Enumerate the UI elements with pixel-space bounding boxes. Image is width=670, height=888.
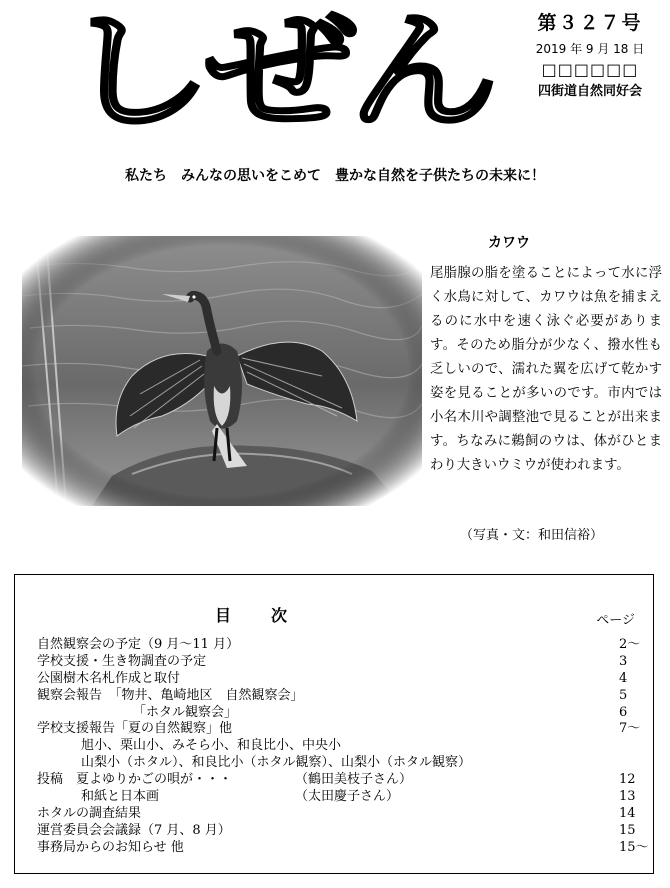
toc-item-page: 14 — [619, 805, 636, 821]
toc-list — [37, 637, 649, 857]
toc-item-page: 7〜 — [619, 721, 641, 737]
toc-item-page: 15〜 — [619, 839, 649, 855]
table-of-contents — [14, 574, 654, 874]
toc-item-page: 4 — [619, 670, 628, 686]
toc-item-page: 15 — [619, 822, 636, 838]
organization-name: 四街道自然同好会 — [537, 84, 642, 99]
toc-row — [37, 654, 639, 671]
toc-item-title: 運営委員会会議録（7 月、8 月） — [37, 822, 231, 838]
article-title: カワウ — [488, 235, 530, 251]
toc-item-title: 学校支援・生き物調査の予定 — [37, 653, 207, 669]
masthead-title-text: しぜん — [62, 6, 492, 131]
article-credit: （写真・文：和田信裕） — [460, 528, 604, 543]
masthead-title-graphic — [58, 6, 498, 131]
toc-item-title: 投稿 夏よゆりかごの唄が・・・ — [37, 772, 233, 788]
toc-row — [37, 738, 639, 755]
toc-row — [37, 839, 649, 857]
toc-item-title: 事務局からのお知らせ 他 — [37, 839, 184, 855]
toc-item-page: 6 — [619, 704, 628, 720]
toc-heading: 目 次 — [215, 606, 300, 625]
toc-item-page: 2〜 — [619, 637, 641, 652]
toc-item-title: 山梨小（ホタル）、和良比小（ホタル観察）、山梨小（ホタル観察） — [81, 755, 472, 771]
toc-item-title: 自然観察会の予定（9 月〜11 月） — [37, 637, 240, 652]
issue-info — [520, 10, 660, 102]
cormorant-illustration — [22, 236, 422, 506]
toc-item-title: 観察会報告 「物井、亀崎地区 自然観察会」 — [37, 687, 304, 703]
toc-row — [37, 671, 639, 688]
toc-row — [37, 705, 639, 722]
toc-item-title: 和紙と日本画 — [81, 789, 160, 805]
toc-item-title: 旭小、栗山小、みそら小、和良比小、中央小 — [81, 738, 342, 754]
toc-item-page: 12 — [619, 772, 636, 788]
toc-item-title: 公園樹木名札作成と取付 — [37, 670, 181, 686]
toc-row — [37, 789, 639, 806]
toc-item-title: 学校支援報告「夏の自然観察」他 — [37, 721, 233, 737]
toc-item-page: 13 — [619, 789, 636, 805]
article-body: 尾脂腺の脂を塗ることによって水に浮く水鳥に対して、カワウは魚を捕まえるのに水中を速く泳ぐ必要があります。そのため脂分が少なく、撥水性も乏しいので、濡れた翼を広げて乾かす姿を見ることが多いのです。市内では小名木川や調整池で見ることが出来ます。ちなみに鵜飼のウは、体がひとまわり大きいウミウが使われます。 — [430, 266, 662, 473]
issue-number: 第３２７号 — [537, 12, 643, 34]
toc-row — [37, 772, 639, 789]
toc-page-label: ページ — [596, 613, 635, 628]
toc-item-page: 3 — [619, 653, 628, 669]
toc-item-title: 「ホタル観察会」 — [133, 704, 238, 720]
issue-placeholder-boxes: □□□□□□ — [541, 60, 639, 79]
toc-item-title: ホタルの調査結果 — [37, 805, 142, 821]
slogan: 私たち みんなの思いをこめて 豊かな自然を子供たちの未来に！ — [125, 168, 545, 184]
toc-row — [37, 755, 639, 772]
issue-date: 2019 年 9 月 18 日 — [535, 42, 645, 56]
toc-row — [37, 806, 639, 823]
toc-item-author: （鶴田美枝子さん） — [295, 772, 413, 788]
masthead-title — [58, 6, 498, 131]
toc-row — [37, 688, 639, 705]
toc-row — [37, 823, 639, 840]
toc-row — [37, 637, 639, 654]
toc-item-author: （太田慶子さん） — [295, 789, 400, 805]
toc-row — [37, 721, 639, 738]
cormorant-photo — [22, 236, 422, 506]
toc-item-page: 5 — [619, 687, 628, 703]
